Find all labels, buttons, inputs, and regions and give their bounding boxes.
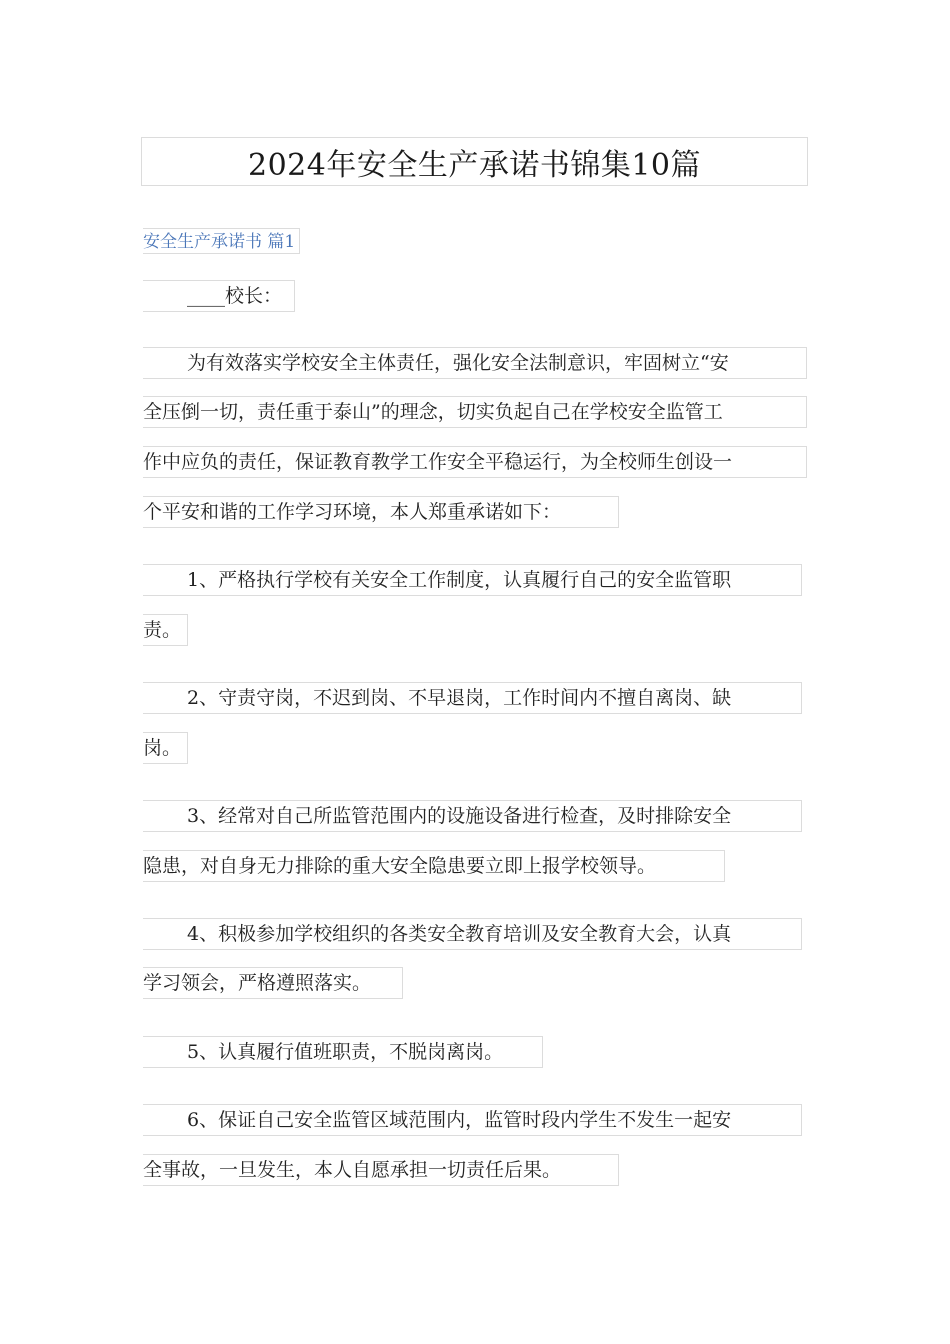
paragraph-line: 3、经常对自己所监管范围内的设施设备进行检查，及时排除安全 — [143, 800, 802, 832]
paragraph-line: 6、保证自己安全监管区域范围内，监管时段内学生不发生一起安 — [143, 1104, 802, 1136]
paragraph-line: 责。 — [143, 614, 188, 646]
salutation-line: ____校长： — [143, 280, 295, 312]
paragraph-line: 2、守责守岗，不迟到岗、不早退岗，工作时间内不擅自离岗、缺 — [143, 682, 802, 714]
paragraph-line: 个平安和谐的工作学习环境，本人郑重承诺如下： — [143, 496, 619, 528]
paragraph-line: 隐患，对自身无力排除的重大安全隐患要立即上报学校领导。 — [143, 850, 725, 882]
paragraph-line: 4、积极参加学校组织的各类安全教育培训及安全教育大会，认真 — [143, 918, 802, 950]
document-title: 2024年安全生产承诺书锦集10篇 — [141, 137, 808, 186]
paragraph-line: 全压倒一切，责任重于泰山”的理念，切实负起自己在学校安全监管工 — [143, 396, 807, 428]
paragraph-line: 1、严格执行学校有关安全工作制度，认真履行自己的安全监管职 — [143, 564, 802, 596]
paragraph-line: 学习领会，严格遵照落实。 — [143, 967, 403, 999]
section-heading[interactable]: 安全生产承诺书 篇1 — [143, 228, 300, 254]
paragraph-line: 为有效落实学校安全主体责任，强化安全法制意识，牢固树立“安 — [143, 347, 807, 379]
paragraph-line: 作中应负的责任，保证教育教学工作安全平稳运行，为全校师生创设一 — [143, 446, 807, 478]
paragraph-line: 全事故，一旦发生，本人自愿承担一切责任后果。 — [143, 1154, 619, 1186]
paragraph-line: 岗。 — [143, 732, 188, 764]
paragraph-line: 5、认真履行值班职责，不脱岗离岗。 — [143, 1036, 543, 1068]
